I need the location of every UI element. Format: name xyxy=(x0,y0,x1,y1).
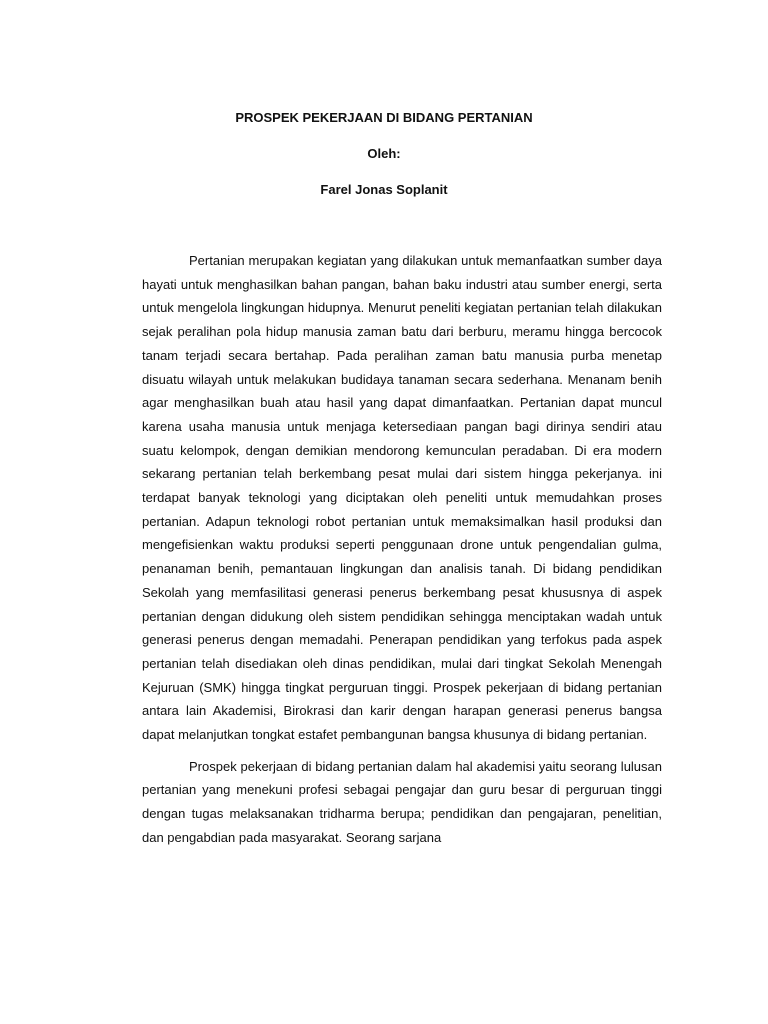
paragraph: Pertanian merupakan kegiatan yang dilakukan untuk memanfaatkan sumber daya hayati untuk menghasilkan bahan pangan, bahan baku industri atau sumber energi, serta untuk mengelola lingkungan hidupnya. Menurut peneliti kegiatan pertanian telah dilakukan sejak peralihan pola hidup manusia zaman batu dari berburu, meramu hingga bercocok tanam terjadi secara bertahap. Pada peralihan zaman batu manusia purba menetap disuatu wilayah untuk melakukan budidaya tanaman secara sederhana. Menanam benih agar menghasilkan buah atau hasil yang dapat dimanfaatkan. Pertanian dapat muncul karena usaha manusia untuk menjaga ketersediaan pangan bagi dirinya sendiri atau suatu kelompok, dengan demikian mendorong kemunculan peradaban. Di era modern sekarang pertanian telah berkembang pesat mulai dari sistem hingga pekerjanya. ini terdapat banyak teknologi yang diciptakan oleh peneliti untuk memudahkan proses pertanian. Adapun teknologi robot pertanian untuk memaksimalkan hasil produksi dan mengefisienkan waktu produksi seperti penggunaan drone untuk pengendalian gulma, penanaman benih, pemantauan lingkungan dan analisis tanah. Di bidang pendidikan Sekolah yang memfasilitasi generasi penerus berkembang pesat khususnya di aspek pertanian dengan didukung oleh sistem pendidikan sehingga menciptakan wadah untuk generasi penerus dengan memadahi. Penerapan pendidikan yang terfokus pada aspek pertanian telah disediakan oleh dinas pendidikan, mulai dari tingkat Sekolah Menengah Kejuruan (SMK) hingga tingkat perguruan tinggi. Prospek pekerjaan di bidang pertanian antara lain Akademisi, Birokrasi dan karir dengan harapan generasi penerus bangsa dapat melanjutkan tongkat estafet pembangunan bangsa khusunya di bidang pertanian. xyxy=(142,253,662,743)
author-name: Farel Jonas Soplanit xyxy=(320,182,448,197)
document-body xyxy=(142,249,662,858)
byline-label: Oleh: xyxy=(367,146,401,161)
paragraph: Prospek pekerjaan di bidang pertanian dalam hal akademisi yaitu seorang lulusan pertanian yang menekuni profesi sebagai pengajar dan guru besar di perguruan tinggi dengan tugas melaksanakan tridharma berupa; pendidikan dan pengajaran, penelitian, dan pengabdian pada masyarakat. Seorang sarjana xyxy=(142,758,662,845)
document-title: PROSPEK PEKERJAAN DI BIDANG PERTANIAN xyxy=(235,110,533,125)
